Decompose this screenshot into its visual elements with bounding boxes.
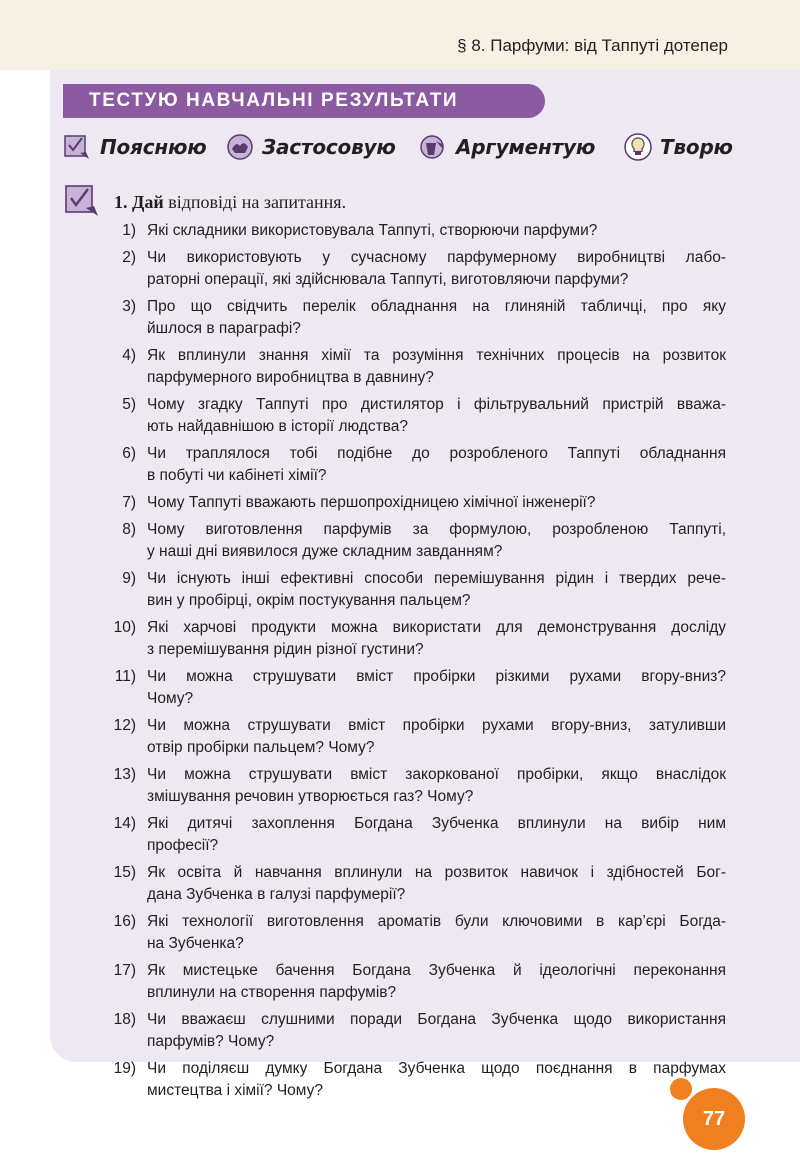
question-number: 8)	[122, 521, 136, 538]
task-text: відповіді на запитання.	[168, 192, 347, 212]
question-line: Про що свідчить перелік обладнання на глиняній табличці, про яку	[147, 298, 726, 315]
question-line: Чи можна струшувати вміст пробірки різкими рухами вгору-вниз?	[147, 668, 726, 685]
question-line: отвір пробірки пальцем? Чому?	[147, 739, 375, 756]
question-line: мистецтва і хімії? Чому?	[147, 1082, 324, 1099]
question-text	[147, 1009, 726, 1053]
question-line: у наші дні виявилося дуже складним завданням?	[147, 543, 503, 560]
question-line: Як освіта й навчання вплинули на розвиток навичок і здібностей Бог-	[147, 864, 726, 881]
apply-icon	[224, 131, 256, 163]
question-text	[147, 492, 726, 514]
skill-explain	[62, 130, 206, 164]
question-text	[147, 443, 726, 487]
question-text	[147, 764, 726, 808]
question-text	[147, 394, 726, 438]
question-line: в побуті чи кабінеті хімії?	[147, 467, 327, 484]
question-line: Чи можна струшувати вміст пробірки рухами вгору-вниз, затуливши	[147, 717, 726, 734]
running-header: § 8. Парфуми: від Таппуті дотепер	[457, 36, 728, 55]
question-line: Як мистецьке бачення Богдана Зубченка й ідеологічні переконання	[147, 962, 726, 979]
question-text	[147, 247, 726, 291]
header-band	[0, 0, 800, 70]
question-text	[147, 715, 726, 759]
question-text	[147, 296, 726, 340]
skill-create	[622, 130, 733, 164]
question-number: 16)	[113, 913, 136, 930]
skill-label: Аргументую	[456, 135, 596, 159]
question-line: Чому згадку Таппуті про дистилятор і фільтрувальний пристрій вважа-	[147, 396, 726, 413]
explain-icon	[62, 180, 104, 222]
question-number: 18)	[113, 1011, 136, 1028]
question-line: Чи траплялося тобі подібне до розробленого Таппуті обладнання	[147, 445, 726, 462]
question-line: раторні операції, які здійснювала Таппуті, виготовляючи парфуми?	[147, 271, 629, 288]
page-badge-dot	[670, 1078, 692, 1100]
question-text	[147, 960, 726, 1004]
question-number: 17)	[113, 962, 136, 979]
question-line: парфумерного виробництва в давнину?	[147, 369, 434, 386]
question-number: 19)	[113, 1060, 136, 1077]
section-title: ТЕСТУЮ НАВЧАЛЬНІ РЕЗУЛЬТАТИ	[63, 84, 545, 118]
question-line: Чи можна струшувати вміст закоркованої пробірки, якщо внаслідок	[147, 766, 726, 783]
question-number: 15)	[113, 864, 136, 881]
skills-row	[62, 130, 762, 164]
page-number: 77	[683, 1088, 745, 1150]
question-line: ють найдавнішою в історії людства?	[147, 418, 408, 435]
question-text	[147, 519, 726, 563]
question-line: вин у пробірці, окрім постукування пальцем?	[147, 592, 471, 609]
question-text	[147, 345, 726, 389]
question-text	[147, 617, 726, 661]
question-line: Чи вважаєш слушними поради Богдана Зубченка щодо використання	[147, 1011, 726, 1028]
question-line: парфумів? Чому?	[147, 1033, 275, 1050]
question-number: 7)	[122, 494, 136, 511]
skill-label: Пояснюю	[100, 135, 207, 159]
question-number: 1)	[122, 222, 136, 239]
question-line: професії?	[147, 837, 219, 854]
question-line: на Зубченка?	[147, 935, 244, 952]
question-line: Які дитячі захоплення Богдана Зубченка вплинули на вибір ним	[147, 815, 726, 832]
question-number: 14)	[113, 815, 136, 832]
question-text	[147, 220, 726, 242]
lightbulb-icon	[622, 131, 654, 163]
skill-apply	[224, 130, 396, 164]
question-number: 2)	[122, 249, 136, 266]
question-line: Які складники використовувала Таппуті, створюючи парфуми?	[147, 222, 598, 239]
question-line: йшлося в параграфі?	[147, 320, 301, 337]
question-line: Чому?	[147, 690, 194, 707]
question-line: Чому виготовлення парфумів за формулою, розробленою Таппуті,	[147, 521, 726, 538]
question-number: 12)	[113, 717, 136, 734]
question-line: Чи поділяєш думку Богдана Зубченка щодо поєднання в парфумах	[147, 1060, 726, 1077]
question-text	[147, 911, 726, 955]
question-line: Як вплинули знання хімії та розуміння технічних процесів на розвиток	[147, 347, 726, 364]
question-number: 6)	[122, 445, 136, 462]
question-line: Чи існують інші ефективні способи перемішування рідин і твердих рече-	[147, 570, 726, 587]
argue-icon	[418, 131, 450, 163]
question-text	[147, 1058, 726, 1102]
question-line: Які технології виготовлення ароматів були ключовими в кар’єрі Богда-	[147, 913, 726, 930]
question-line: з перемішування рідин різної густини?	[147, 641, 424, 658]
question-text	[147, 862, 726, 906]
skill-argue	[418, 130, 595, 164]
task-verb: Дай	[132, 192, 164, 212]
question-number: 11)	[114, 668, 136, 685]
question-line: Чому Таппуті вважають першопрохідницею хімічної інженерії?	[147, 494, 596, 511]
task-number: 1.	[114, 192, 128, 212]
question-line: Чи використовують у сучасному парфумерному виробництві лабо-	[147, 249, 726, 266]
explain-icon	[62, 131, 94, 163]
question-line: дана Зубченка в галузі парфумерії?	[147, 886, 406, 903]
question-number: 9)	[122, 570, 136, 587]
question-number: 4)	[122, 347, 136, 364]
task-heading	[114, 192, 346, 213]
question-text	[147, 568, 726, 612]
question-line: змішування речовин утворюється газ? Чому?	[147, 788, 474, 805]
skill-label: Творю	[660, 135, 733, 159]
question-number: 13)	[113, 766, 136, 783]
question-number: 10)	[113, 619, 136, 636]
question-number: 5)	[122, 396, 136, 413]
question-text	[147, 813, 726, 857]
question-line: Які харчові продукти можна використати для демонстрування досліду	[147, 619, 726, 636]
question-line: вплинули на створення парфумів?	[147, 984, 397, 1001]
skill-label: Застосовую	[262, 135, 396, 159]
question-number: 3)	[122, 298, 136, 315]
question-text	[147, 666, 726, 710]
